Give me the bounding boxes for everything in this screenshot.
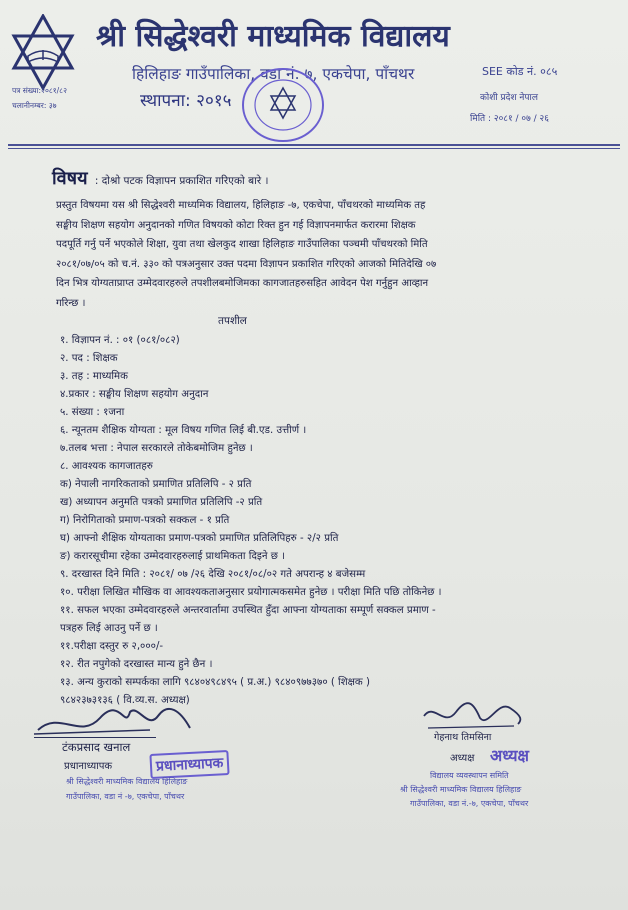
- list-item: ख) अध्यापन अनुमति पत्रको प्रमाणित प्रतिलिपि -२ प्रति: [60, 497, 263, 508]
- paragraph-line: सङ्घीय शिक्षण सहयोग अनुदानको गणित विषयको कोटा रिक्त हुन गई विज्ञापनमार्फत करारमा शिक्षक: [56, 219, 416, 231]
- list-item: १. विज्ञापन नं. : ०१ (०८१/०८२): [60, 335, 180, 346]
- paragraph-line: दिन भित्र योग्यताप्राप्त उम्मेदवारहरुले तपशीलबमोजिमका कागजातहरुसहित आवेदन पेश गर्नुहुन आव्हान: [56, 278, 429, 290]
- paragraph-line: पदपूर्ति गर्नु पर्ने भएकोले शिक्षा, युवा तथा खेलकुद शाखा हिलिहाङ गाउँपालिका पञ्चमी पाँचथरको मिति: [56, 239, 428, 251]
- headteacher-signature-icon: [30, 700, 210, 742]
- chairperson-signature-icon: [418, 694, 528, 734]
- list-item: ९८४२३७३१३६ ( वि.व्य.स. अध्यक्ष): [60, 695, 190, 706]
- list-item: १३. अन्य कुराको सम्पर्कका लागि ९८४०४९८४९५ ( प्र.अ.) ९८४०९७७३७० ( शिक्षक ): [60, 677, 370, 688]
- established-year: स्थापना: २०१५: [140, 91, 232, 111]
- headteacher-org-line: श्री सिद्धेश्वरी माध्यमिक विद्यालय हिलिहाङ: [66, 777, 188, 786]
- list-item: ३. तह : माध्यमिक: [60, 371, 128, 382]
- chairperson-org-line: विद्यालय व्यवस्थापन समिति: [430, 771, 509, 780]
- header-divider: [8, 144, 620, 146]
- chairperson-org-line: गाउँपालिका, वडा नं.-७, एकचेपा, पाँचथर: [410, 799, 529, 808]
- chairperson-org-line: श्री सिद्धेश्वरी माध्यमिक विद्यालय हिलिहाङ: [400, 785, 522, 794]
- dispatch-number: चलानीनम्बर: ३७: [12, 101, 57, 110]
- paragraph-line: प्रस्तुत विषयमा यस श्री सिद्धेश्वरी माध्यमिक विद्यालय, हिलिहाङ -७, एकचेपा, पाँचथरको माध्यमिक तह: [56, 200, 426, 211]
- subject-line: [52, 166, 268, 190]
- headteacher-stamp: प्रधानाध्यापक: [149, 750, 230, 779]
- list-item: ५. संख्या : १जना: [60, 407, 125, 418]
- list-item: ङ) करारसूचीमा रहेका उम्मेदवारहरुलाई प्राथमिकता दिइने छ ।: [60, 551, 285, 562]
- header-divider-thin: [8, 148, 620, 149]
- list-item: ७.तलब भत्ता : नेपाल सरकारले तोकेबमोजिम हुनेछ ।: [60, 443, 253, 454]
- letter-number: पत्र संख्या:२०८१/८२: [12, 86, 67, 95]
- list-item: ८. आवश्यक कागजातहरु: [60, 461, 153, 472]
- headteacher-title: प्रधानाध्यापक: [64, 761, 113, 772]
- school-address: हिलिहाङ गाउँपालिका, वडा नं. ७, एकचेपा, पाँचथर: [132, 65, 415, 83]
- school-name: श्री सिद्धेश्वरी माध्यमिक विद्यालय: [96, 19, 450, 54]
- headteacher-name: टंकप्रसाद खनाल: [62, 740, 131, 754]
- list-item: ९. दरखास्त दिने मिति : २०८१/ ०७ /२६ देखि २०८१/०८/०२ गते अपरान्ह ४ बजेसम्म: [60, 569, 366, 580]
- paragraph-line: गरिन्छ ।: [56, 297, 86, 309]
- list-item: घ) आफ्नो शैक्षिक योग्यताका प्रमाण-पत्रको प्रमाणित प्रतिलिपिहरु - २/२ प्रति: [60, 533, 339, 544]
- signature-line: [34, 737, 156, 738]
- list-item: ६. न्यूनतम शैक्षिक योग्यता : मूल विषय गणित लिई बी.एड. उत्तीर्ण ।: [60, 425, 307, 436]
- school-logo-icon: [10, 14, 76, 90]
- chairperson-stamp: अध्यक्ष: [490, 746, 529, 765]
- list-item: क) नेपाली नागरिकताको प्रमाणित प्रतिलिपि - २ प्रति: [60, 479, 252, 490]
- list-item: २. पद : शिक्षक: [60, 353, 118, 364]
- details-heading: तपशील: [218, 315, 247, 327]
- body-paragraph: [56, 196, 604, 314]
- list-item: पत्रहरु लिई आउनु पर्ने छ ।: [60, 623, 158, 634]
- subject-label: विषय: [52, 168, 88, 189]
- list-item: ४.प्रकार : सङ्घीय शिक्षण सहयोग अनुदान: [60, 389, 209, 400]
- list-item: ग) निरोगिताको प्रमाण-पत्रको सक्कल - १ प्रति: [60, 515, 230, 526]
- list-item: ११. सफल भएका उम्मेदवारहरुले अन्तरवार्तामा उपस्थित हुँदा आफ्ना योग्यताका सम्पूर्ण सक्कल प्रमाण -: [60, 605, 436, 616]
- list-item: १०. परीक्षा लिखित मौखिक वा आवश्यकताअनुसार प्रयोगात्मकसमेत हुनेछ । परीक्षा मिति पछि तोकिनेछ ।: [60, 587, 442, 598]
- list-item: ११.परीक्षा दस्तुर रु २,०००/-: [60, 641, 164, 652]
- school-seal-icon: [240, 66, 326, 144]
- paragraph-line: २०८१/०७/०५ को च.नं. ३३० को पत्रअनुसार उक्त पदमा विज्ञापन प्रकाशित गरिएको आजको मितिदेखि ०७: [56, 258, 437, 270]
- list-item: १२. रीत नपुगेको दरखास्त मान्य हुने छैन ।: [60, 659, 213, 670]
- see-code: SEE कोड नं. ०८५: [482, 65, 558, 78]
- headteacher-org-line: गाउँपालिका, वडा नं -७, एकचेपा, पाँचथर: [66, 792, 185, 801]
- chairperson-title: अध्यक्ष: [450, 753, 475, 764]
- subject-text: : दोश्रो पटक विज्ञापन प्रकाशित गरिएको बारे ।: [94, 175, 269, 187]
- letter-date: मिति : २०८१ / ०७ / २६: [470, 114, 549, 124]
- province: कोशी प्रदेश नेपाल: [480, 93, 538, 103]
- chairperson-name: गेहनाथ तिमसिना: [434, 732, 492, 743]
